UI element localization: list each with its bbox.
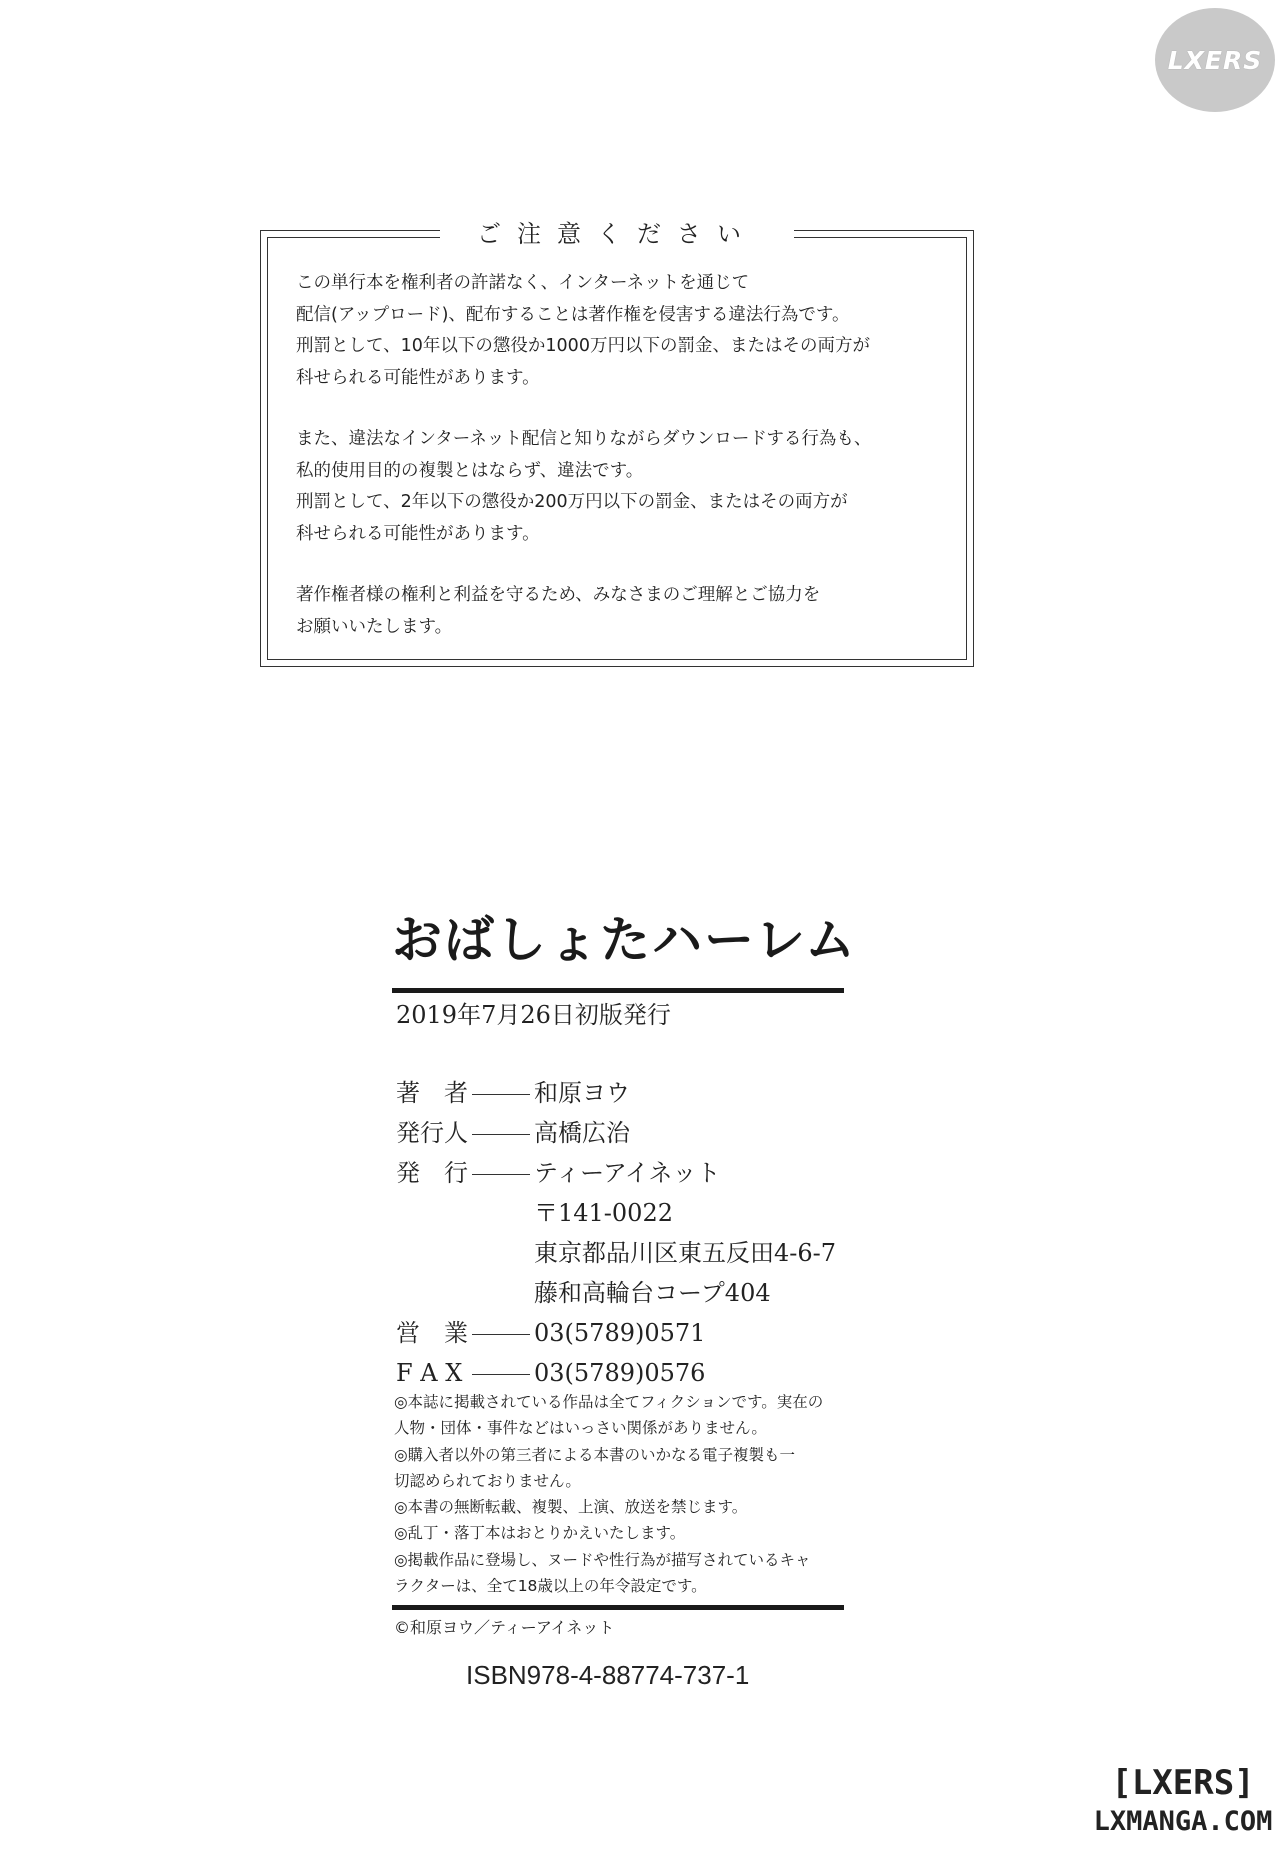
note-line: ラクターは、全て18歳以上の年令設定です。: [394, 1577, 707, 1596]
contact-value: 03(5789)0571: [534, 1319, 706, 1347]
legal-notes: [394, 1389, 854, 1599]
notice-line: 科せられる可能性があります。: [296, 367, 540, 388]
notice-line: 刑罰として、2年以下の懲役か200万円以下の罰金、またはその両方が: [296, 492, 848, 512]
note-line: ◎本誌に掲載されている作品は全てフィクションです。実在の: [394, 1393, 824, 1411]
dash-separator: [472, 1353, 534, 1393]
notice-line: お願いいたします。: [296, 616, 453, 637]
notice-paragraph: [296, 580, 958, 643]
publication-date: 2019年7月26日初版発行: [396, 1001, 671, 1029]
title-rule: [392, 988, 844, 993]
notice-line: 刑罰として、10年以下の懲役か1000万円以下の罰金、またはその両方が: [296, 336, 870, 356]
contact-label: F A X: [396, 1359, 463, 1387]
credits-block: [396, 1073, 856, 1393]
note-line: ◎本書の無断転載、複製、上演、放送を禁じます。: [394, 1498, 748, 1517]
watermark-line: LXMANGA.COM: [1093, 1806, 1273, 1837]
notice-line: 著作権者様の権利と利益を守るため、みなさまのご理解とご協力を: [296, 585, 821, 605]
notice-paragraph: [296, 424, 958, 550]
contact-row-fax: [396, 1353, 856, 1393]
address-line: 東京都品川区東五反田4-6-7: [534, 1239, 837, 1267]
credit-row-publisher-person: [396, 1113, 856, 1153]
credit-value: ティーアイネット: [534, 1159, 721, 1187]
dash-separator: [472, 1073, 534, 1113]
notice-line: 科せられる可能性があります。: [296, 523, 540, 544]
notice-body: [296, 268, 958, 673]
contact-label: 営 業: [396, 1319, 468, 1347]
note-line: 人物・団体・事件などはいっさい関係がありません。: [394, 1419, 767, 1438]
copyright-line: ©和原ヨウ／ティーアイネット: [394, 1618, 615, 1637]
note-line: ◎購入者以外の第三者による本書のいかなる電子複製も一: [394, 1445, 796, 1464]
dash-separator: [472, 1313, 534, 1353]
notice-line: この単行本を権利者の許諾なく、インターネットを通じて: [296, 273, 750, 293]
credit-value: 高橋広治: [534, 1119, 630, 1147]
logo-text: LXERS: [1167, 45, 1263, 75]
address-line: 〒141-0022: [534, 1199, 673, 1227]
credit-row-publisher: [396, 1153, 856, 1193]
logo-badge: [1155, 8, 1275, 112]
address-line: 藤和高輪台コープ404: [534, 1279, 771, 1307]
book-title: おばしょたハーレム: [392, 910, 857, 969]
note-line: ◎乱丁・落丁本はおとりかえいたします。: [394, 1524, 686, 1543]
credit-label: 発 行: [396, 1159, 468, 1187]
isbn: ISBN978-4-88774-737-1: [466, 1660, 750, 1690]
credit-label: 発行人: [396, 1119, 468, 1147]
notes-rule: [392, 1605, 844, 1610]
note-line: ◎掲載作品に登場し、ヌードや性行為が描写されているキャ: [394, 1550, 811, 1569]
note-line: 切認められておりません。: [394, 1471, 581, 1490]
notice-line: 私的使用目的の複製とはならず、違法です。: [296, 460, 644, 481]
notice-line: また、違法なインターネット配信と知りながらダウンロードする行為も、: [296, 429, 872, 449]
site-watermark: [1090, 1762, 1276, 1840]
contact-row-sales: [396, 1313, 856, 1353]
dash-separator: [472, 1113, 534, 1153]
credit-row-author: [396, 1073, 856, 1113]
notice-line: 配信(アップロード)、配布することは著作権を侵害する違法行為です。: [296, 304, 850, 325]
watermark-line: [LXERS]: [1111, 1763, 1255, 1803]
dash-separator: [472, 1153, 534, 1193]
credit-value: 和原ヨウ: [534, 1079, 630, 1107]
notice-title: ご注意ください: [440, 216, 794, 252]
contact-value: 03(5789)0576: [534, 1359, 706, 1387]
notice-paragraph: [296, 268, 958, 394]
credit-label: 著 者: [396, 1079, 468, 1107]
